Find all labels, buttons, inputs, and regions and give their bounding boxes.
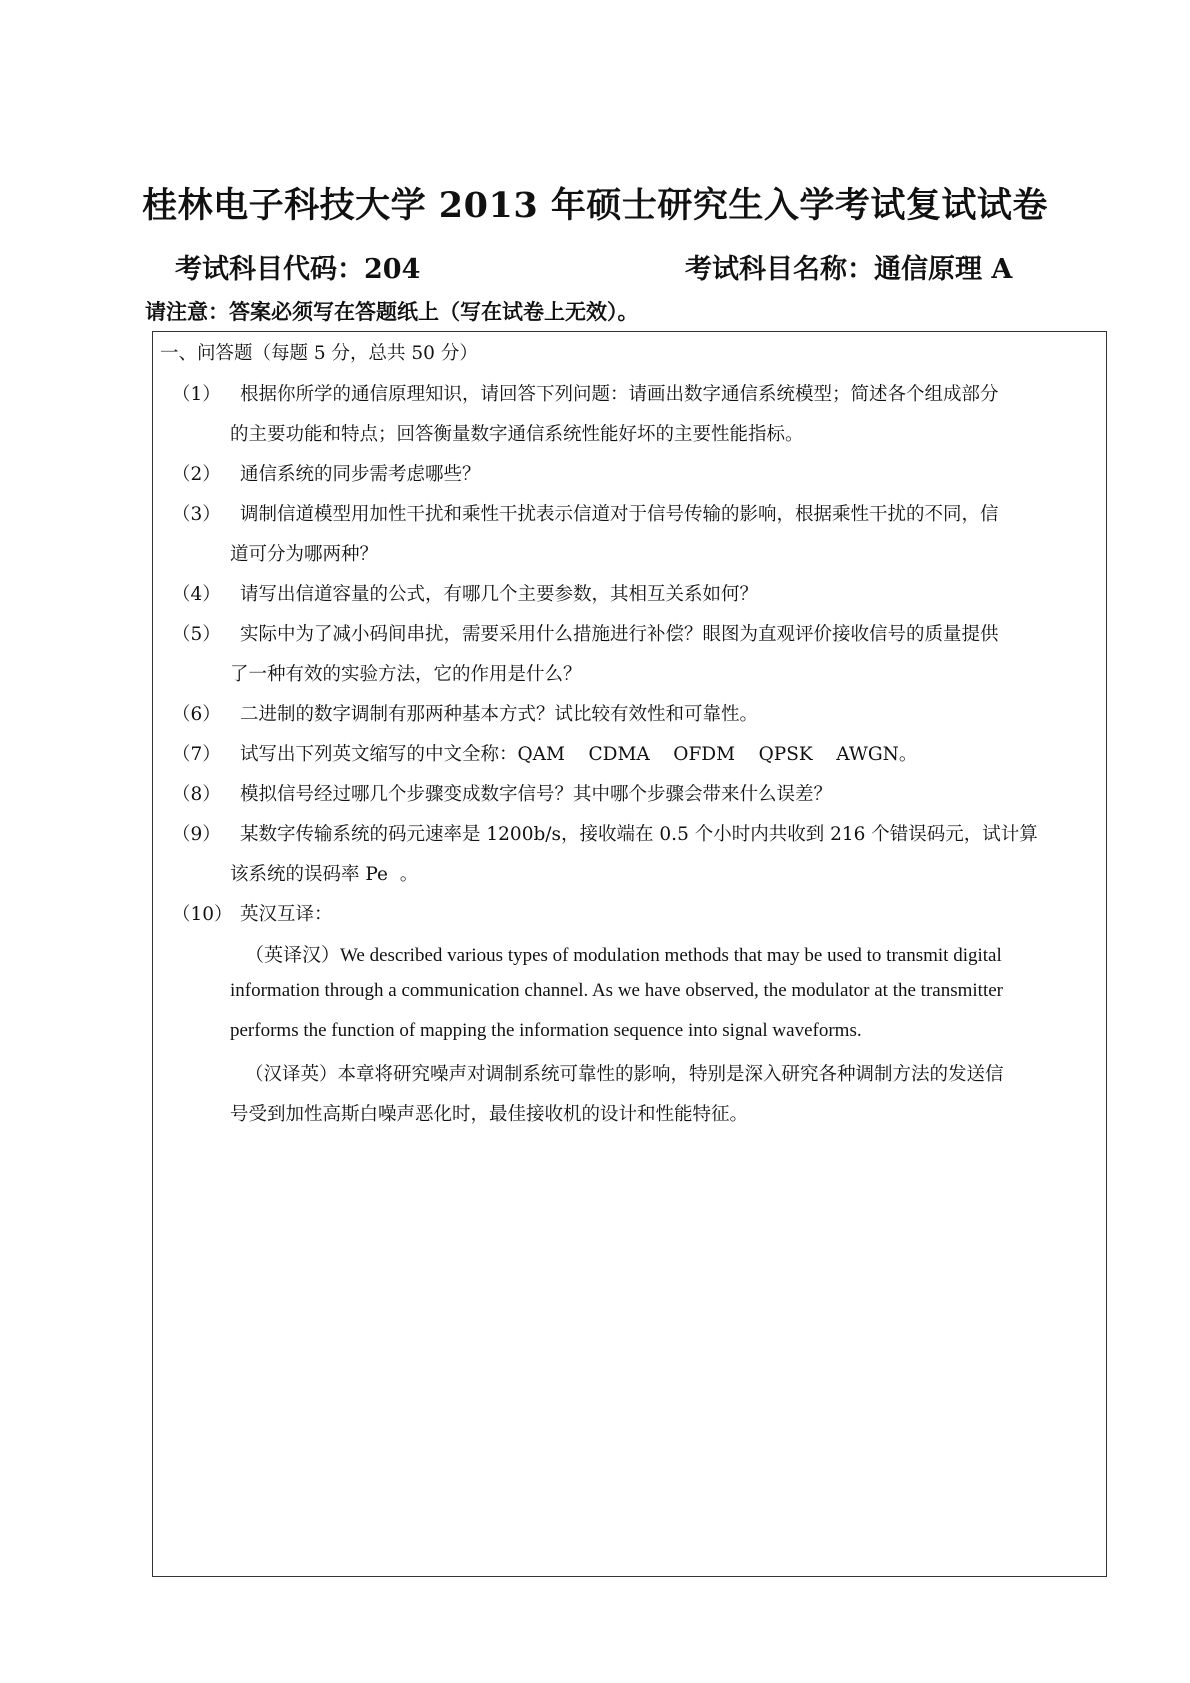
question-text: 调制信道模型用加性干扰和乘性干扰表示信道对于信号传输的影响，根据乘性干扰的不同，信 [240,504,999,525]
zh-to-en-line: 号受到加性高斯白噪声恶化时，最佳接收机的设计和性能特征。 [230,1104,749,1125]
question-number: （3） [172,504,221,525]
en-to-zh-line: performs the function of mapping the information sequence into signal waveforms. [230,1020,862,1041]
question-text-continued: 了一种有效的实验方法，它的作用是什么？ [230,664,582,685]
section-heading: 一、问答题（每题 5 分，总共 50 分） [160,343,478,364]
question-text-continued: 的主要功能和特点；回答衡量数字通信系统性能好坏的主要性能指标。 [230,424,804,445]
question-text-continued: 该系统的误码率 Pe 。 [230,864,419,885]
question-number: （1） [172,384,221,405]
question-text: 根据你所学的通信原理知识，请回答下列问题：请画出数字通信系统模型；简述各个组成部分 [240,384,999,405]
question-number: （9） [172,824,221,845]
subject-name: 考试科目名称：通信原理 A [685,254,1013,285]
question-text: 通信系统的同步需考虑哪些？ [240,464,481,485]
question-number: （2） [172,464,221,485]
question-text: 某数字传输系统的码元速率是 1200b/s，接收端在 0.5 个小时内共收到 216 个错误码元，试计算 [240,824,1038,845]
question-number: （6） [172,704,221,725]
question-text-continued: 道可分为哪两种？ [230,544,379,565]
question-number: （8） [172,784,221,805]
question-number: （4） [172,584,221,605]
question-text: 实际中为了减小码间串扰，需要采用什么措施进行补偿？眼图为直观评价接收信号的质量提供 [240,624,999,645]
question-text: 请写出信道容量的公式，有哪几个主要参数，其相互关系如何？ [240,584,759,605]
en-to-zh-line: （英译汉）We described various types of modulation methods that may be used to transmit digital [245,945,1002,966]
question-number: （5） [172,624,221,645]
zh-to-en-line: （汉译英）本章将研究噪声对调制系统可靠性的影响，特别是深入研究各种调制方法的发送信 [245,1064,1004,1085]
question-text: 试写出下列英文缩写的中文全称：QAM CDMA OFDM QPSK AWGN。 [240,744,918,765]
question-number: （10） [172,904,233,925]
question-text: 模拟信号经过哪几个步骤变成数字信号？其中哪个步骤会带来什么误差？ [240,784,833,805]
subject-code: 考试科目代码：204 [175,254,421,285]
question-text: 二进制的数字调制有那两种基本方式？试比较有效性和可靠性。 [240,704,759,725]
question-text: 英汉互译： [240,904,333,925]
question-number: （7） [172,744,221,765]
exam-notice: 请注意：答案必须写在答题纸上（写在试卷上无效）。 [145,299,639,324]
exam-title: 桂林电子科技大学 2013 年硕士研究生入学考试复试试卷 [142,185,1048,226]
en-to-zh-line: information through a communication channel. As we have observed, the modulator at the transmitter [230,980,1003,1001]
